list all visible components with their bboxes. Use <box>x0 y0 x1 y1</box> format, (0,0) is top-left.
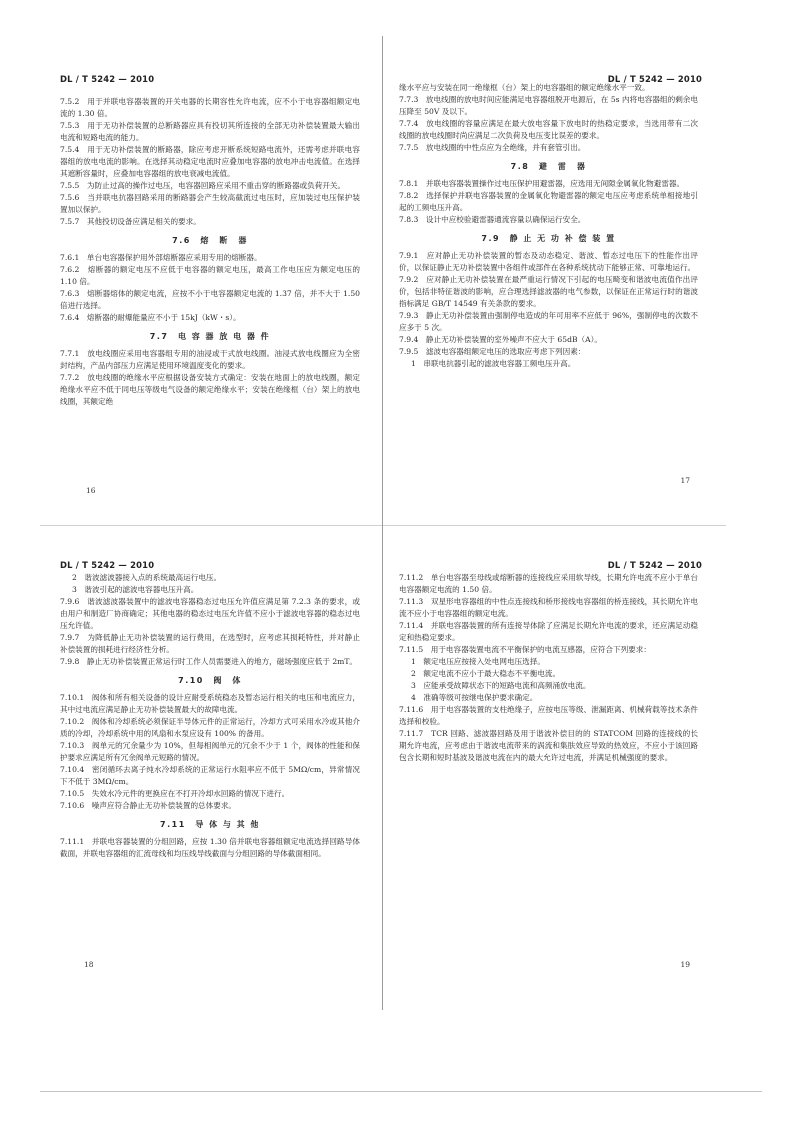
page-body <box>399 572 698 764</box>
clause-paragraph: 7.11.3 双星形电容器组的中性点连接线和桥形接线电容器组的桥连接线，其长期允许电流不应小于电容器组的额定电流。 <box>399 597 698 618</box>
running-header: DL / T 5242 — 2010 <box>607 74 702 84</box>
page-18 <box>40 520 383 1010</box>
clause-paragraph: 7.11.7 TCR 回路、滤波器回路及用于谐波补偿目的的 STATCOM 回路的连接线的长期允许电流，应考虑由于谐波电流带来的涡流和集肤效应导致的热效应，不应小于该回路包含长期和短时基波及谐波电流在内的最大允许过电流，并满足机械强度的要求。 <box>399 729 698 762</box>
clause-paragraph: 7.10.1 阀体和所有相关设备的设计应耐受系统稳态及暂态运行相关的电压和电流应力，其中过电流应满足静止无功补偿装置最大的故障电流。 <box>60 693 360 714</box>
clause-paragraph: 7.11.2 单台电容器至母线或熔断器的连接线应采用软导线，长期允许电流不应小于单台电容器额定电流的 1.50 倍。 <box>399 573 698 594</box>
page-body <box>399 82 698 370</box>
clause-paragraph: 7.10.3 阀单元的冗余量少为 10%，但每相阀单元的冗余不少于 1 个，阀体的性能和保护要求应满足所有冗余阀单元短路的情况。 <box>60 741 360 762</box>
clause-paragraph: 7.9.3 静止无功补偿装置由强制停电造成的年可用率不应低于 96%，强制停电的次数不应多于 5 次。 <box>399 311 698 332</box>
clause-paragraph: 7.9.7 为降低静止无功补偿装置的运行费用，在选型时，应考虑其损耗特性，并对静止补偿装置的损耗进行经济性分析。 <box>60 633 360 654</box>
clause-paragraph: 7.9.6 谐波滤波器装置中的滤波电容器稳态过电压允许值应满足第 7.2.3 条的要求，或由用户和制造厂协商确定；其他电器的稳态过电压允许值不应小于滤波电容器的稳态过电压允许值。 <box>60 597 360 630</box>
list-item: 3 应能承受故障状态下的短路电流和高频涌放电流。 <box>411 681 591 690</box>
list-item: 1 额定电压应按接入处电网电压选择。 <box>411 657 545 666</box>
page-number: 19 <box>680 960 690 969</box>
clause-paragraph: 7.6.4 熔断器的耐爆能量应不小于 15kJ（kW・s）。 <box>60 313 241 322</box>
clause-paragraph: 7.7.5 放电线圈的中性点应为全绝缘，并有套管引出。 <box>399 143 586 152</box>
clause-paragraph: 7.7.3 放电线圈的放电时间应能满足电容器组脱开电源后，在 5s 内将电容器组的剩余电压降至 50V 及以下。 <box>399 95 698 116</box>
page-number: 16 <box>86 486 96 495</box>
clause-paragraph: 7.5.5 为防止过高的操作过电压，电容器回路应采用不重击穿的断路器或负荷开关。 <box>60 181 346 190</box>
clause-paragraph: 7.6.3 熔断器熔体的额定电流，应按不小于电容器额定电流的 1.37 倍，并不大于 1.50 倍进行选择。 <box>60 289 360 310</box>
clause-paragraph: 7.10.4 密闭循环去离子纯水冷却系统的正常运行水阻率应不低于 5MΩ/cm，异常情况下不低于 3MΩ/cm。 <box>60 765 360 786</box>
page-number: 18 <box>84 960 94 969</box>
page-number: 17 <box>680 476 690 485</box>
clause-paragraph: 7.5.6 当并联电抗器回路采用的断路器会产生较高截流过电压时，应加装过电压保护装置加以保护。 <box>60 193 360 214</box>
clause-paragraph: 7.5.7 其他投切设备应满足相关的要求。 <box>60 217 201 226</box>
clause-paragraph: 7.10.2 阀体和冷却系统必须保证半导体元件的正常运行，冷却方式可采用水冷或其他介质的冷却，冷却系统中用的风扇和水泵应设有 100% 的备用。 <box>60 717 360 738</box>
section-heading: 7.9 静 止 无 功 补 偿 装 置 <box>481 234 616 243</box>
clause-paragraph: 7.11.5 用于电容器装置电流不平衡保护的电流互感器，应符合下列要求： <box>399 645 651 654</box>
clause-paragraph: 7.11.6 用于电容器装置的支柱绝缘子，应按电压等级、泄漏距离、机械荷载等技术条件选择和校验。 <box>399 705 698 726</box>
running-header: DL / T 5242 — 2010 <box>60 560 155 570</box>
clause-paragraph: 7.11.4 并联电容器装置的所有连接导体除了应满足长期允许电流的要求，还应满足动稳定和热稳定要求。 <box>399 621 698 642</box>
section-heading: 7.8 避 雷 器 <box>510 162 587 171</box>
list-item: 4 准确等级可按继电保护要求确定。 <box>411 693 538 702</box>
clause-paragraph: 7.10.5 失效水冷元件的更换应在不打开冷却水回路的情况下进行。 <box>60 789 290 798</box>
list-item: 3 谐波引起的滤波电容器电压升高。 <box>72 585 199 594</box>
clause-paragraph: 7.9.4 静止无功补偿装置的室外噪声不应大于 65dB（A）。 <box>399 335 602 344</box>
page-body <box>60 572 360 860</box>
clause-paragraph: 7.8.2 选择保护并联电容器装置的金属氧化物避雷器的额定电压应考虑系统单相接地引起的工频电压升高。 <box>399 191 698 212</box>
clause-paragraph: 7.9.5 滤波电容器组额定电压的选取应考虑下列因素： <box>399 347 586 356</box>
page-17 <box>383 36 726 526</box>
clause-paragraph: 7.11.1 并联电容器装置的分组回路，应按 1.30 倍并联电容器组额定电流选择回路导体截面，并联电容器组的汇流母线和均压线导线截面与分组回路的导体截面相同。 <box>60 837 360 858</box>
list-item: 2 谐波滤波器接入点的系统最高运行电压。 <box>72 573 222 582</box>
clause-paragraph: 7.6.2 熔断器的额定电压不应低于电容器的额定电压，最高工作电压应为额定电压的 1.10 倍。 <box>60 265 360 286</box>
section-heading: 7.11 导 体 与 其 他 <box>160 820 260 829</box>
clause-paragraph: 7.7.1 放电线圈应采用电容器组专用的油浸或干式放电线圈。油浸式放电线圈应为全密封结构，产品内部压力应满足使用环境温度变化的要求。 <box>60 349 360 370</box>
clause-paragraph: 7.6.1 单台电容器保护用外部熔断器应采用专用的熔断器。 <box>60 253 262 262</box>
footer-rule <box>40 1091 762 1092</box>
clause-paragraph: 7.7.4 放电线圈的容量应满足在最大放电容量下放电时的热稳定要求，当选用带有二次线圈的放电线圈时尚应满足二次负荷及电压变比误差的要求。 <box>399 119 698 140</box>
clause-paragraph: 7.9.2 应对静止无功补偿装置在最严重运行情况下引起的电压畸变和谐波电流值作出评价，包括非特征谐波的影响，应合理选择滤波器的电气参数，以保证在正常运行时的谐波指标满足 GB/T 14549 有关条款的要求。 <box>399 275 698 308</box>
clause-paragraph: 7.9.8 静止无功补偿装置正常运行时工作人员需要进入的地方，磁场强度应低于 2mT。 <box>60 657 358 666</box>
clause-paragraph: 7.5.2 用于并联电容器装置的开关电器的长期容性允许电流，应不小于电容器组额定电流的 1.30 倍。 <box>60 97 360 118</box>
section-heading: 7.7 电 容 器 放 电 器 件 <box>149 332 271 341</box>
page-19 <box>383 520 726 1010</box>
list-item: 2 额定电流不应小于最大稳态不平衡电流。 <box>411 669 561 678</box>
page-16 <box>40 36 383 526</box>
running-header: DL / T 5242 — 2010 <box>60 74 155 84</box>
clause-paragraph: 7.5.4 用于无功补偿装置的断路器，除应考虑开断系统短路电流外，还需考虑并联电容器组的放电电流的影响。在选择其动稳定电流时应叠加电容器的放电冲击电流值。在选择其遮断容量时，应叠加电容器组的放电衰减电流值。 <box>60 145 360 178</box>
section-heading: 7.6 熔 断 器 <box>172 236 248 245</box>
section-heading: 7.10 阀 体 <box>178 676 242 685</box>
clause-paragraph: 7.9.1 应对静止无功补偿装置的暂态及动态稳定、谐波、暂态过电压下的性能作出评价，以保证静止无功补偿装置中各组件或部件在各种系统扰动下能够正常、可靠地运行。 <box>399 251 698 272</box>
running-header: DL / T 5242 — 2010 <box>607 560 702 570</box>
clause-paragraph: 7.8.3 设计中应校验避雷器通流容量以确保运行安全。 <box>399 215 586 224</box>
list-item: 1 串联电抗器引起的滤波电容器工频电压升高。 <box>411 359 576 368</box>
clause-paragraph: 缘水平应与安装在同一绝缘框（台）架上的电容器组的额定绝缘水平一致。 <box>399 83 650 92</box>
clause-paragraph: 7.5.3 用于无功补偿装置的总断路器应具有投切其所连接的全部无功补偿装置最大输出电流和短路电流的能力。 <box>60 121 360 142</box>
clause-paragraph: 7.8.1 并联电容器装置操作过电压保护用避雷器，应选用无间隙金属氧化物避雷器。 <box>399 179 685 188</box>
clause-paragraph: 7.7.2 放电线圈的绝缘水平应根据设备安装方式确定：安装在地面上的放电线圈，额定绝缘水平应不低于同电压等级电气设备的额定绝缘水平；安装在绝缘框（台）架上的放电线圈，其额定绝 <box>60 373 360 406</box>
page-body <box>60 96 360 408</box>
clause-paragraph: 7.10.6 噪声应符合静止无功补偿装置的总体要求。 <box>60 801 237 810</box>
